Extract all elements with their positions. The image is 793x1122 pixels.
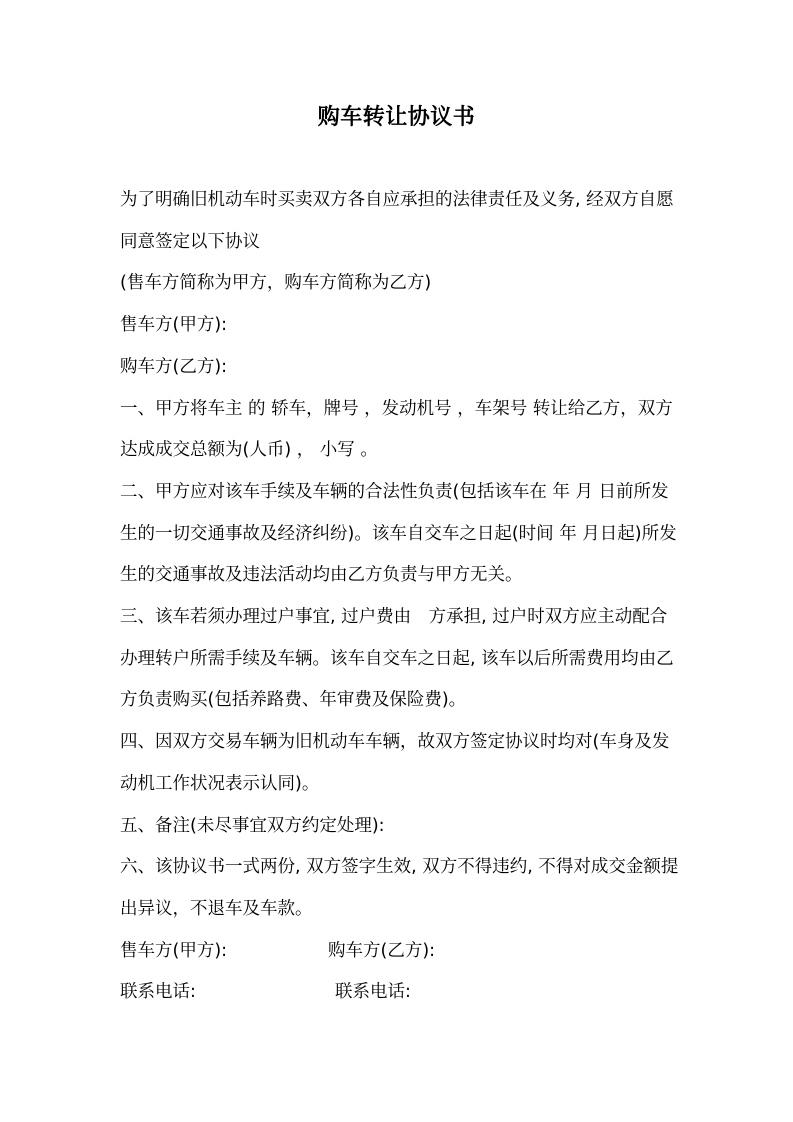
clause-3: 三、该车若须办理过户事宜, 过户费由 方承担, 过户时双方应主动配合办理转户所需手续及车辆。该车自交车之日起, 该车以后所需费用均由乙方负责购买(包括养路费、年审费及保险费)。 (120, 607, 674, 711)
signature-row-parties (120, 931, 680, 973)
intro-paragraph: 为了明确旧机动车时买卖双方各自应承担的法律责任及义务, 经双方自愿同意签定以下协议 (120, 190, 674, 252)
signature-row-phone (120, 972, 680, 1014)
document-body (120, 180, 680, 1014)
clause-2: 二、甲方应对该车手续及车辆的合法性负责(包括该车在 年 月 日前所发生的一切交通事故及经济纠纷)。该车自交车之日起(时间 年 月日起)所发生的交通事故及违法活动均由乙方负责与甲方无关。 (120, 481, 677, 586)
seller-phone-label: 联系电话: (120, 982, 196, 1003)
clause-4: 四、因双方交易车辆为旧机动车车辆，故双方签定协议时均对(车身及发动机工作状况表示认同)。 (120, 732, 670, 794)
seller-signature-label: 售车方(甲方): (120, 940, 228, 961)
buyer-phone-label: 联系电话: (335, 982, 411, 1003)
party-abbreviation-note: (售车方简称为甲方，购车方简称为乙方) (120, 273, 432, 294)
clause-1: 一、甲方将车主 的 轿车，牌号 ，发动机号 ，车架号 转让给乙方，双方达成成交总额为(人币) ， 小写 。 (120, 398, 673, 461)
clause-5-remarks: 五、备注(未尽事宜双方约定处理): (120, 815, 385, 836)
buyer-signature-label: 购车方(乙方): (328, 940, 436, 961)
buyer-party-line: 购车方(乙方): (120, 356, 228, 377)
clause-6: 六、该协议书一式两份, 双方签字生效, 双方不得违约, 不得对成交金额提出异议，不退车及车款。 (120, 857, 679, 919)
seller-party-line: 售车方(甲方): (120, 315, 228, 336)
document-title: 购车转让协议书 (317, 105, 476, 130)
